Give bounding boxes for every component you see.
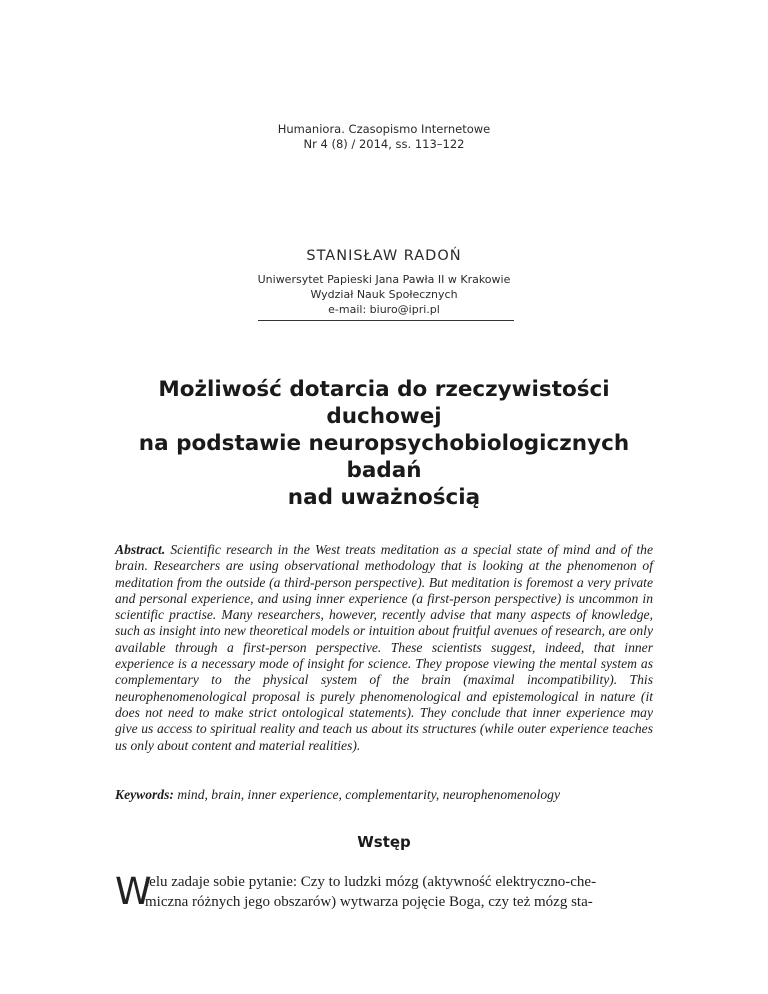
intro-line-1: ielu zadaje sobie pytanie: Czy to ludzki mózg (aktywność elektryczno-che- [145,874,597,890]
section-heading: Wstęp [357,833,411,851]
keywords [115,787,653,803]
intro-line-2: miczna różnych jego obszarów) wytwarza pojęcie Boga, czy też mózg sta- [145,894,593,910]
abstract [115,542,653,754]
article-title [100,376,668,511]
affiliation-university: Uniwersytet Papieski Jana Pawła II w Krakowie [257,273,511,286]
drop-cap: W [115,870,152,913]
keywords-text: mind, brain, inner experience, complementarity, neurophenomenology [177,787,560,802]
author-email: e-mail: biuro@ipri.pl [328,303,440,316]
author-name: STANISŁAW RADOŃ [306,248,462,264]
title-line-3: nad uważnością [287,485,481,510]
journal-header [0,122,768,152]
intro-paragraph [115,872,653,912]
affiliation-divider [258,320,514,321]
keywords-label: Keywords: [115,787,174,802]
title-line-1: Możliwość dotarcia do rzeczywistości duchowej [158,377,610,429]
journal-name: Humaniora. Czasopismo Internetowe [277,122,491,136]
journal-issue: Nr 4 (8) / 2014, ss. 113–122 [303,137,465,151]
abstract-text: Scientific research in the West treats meditation as a special state of mind and of the brain. Researchers are using observational methodology that is looking at the phenomenon of meditation from the outside (a third-person perspective). But meditation is foremost a very private and personal experience, and using inner experience (a first-person perspective) is uncommon in scientific practise. Many researchers, however, recently advise that many aspects of knowledge, such as insight into new theoretical models or intuition about fruitful avenues of research, are only available through a first-person perspective. These scientists suggest, indeed, that inner experience is a necessary mode of insight for science. They propose viewing the mental system as complementary to the physical system of the brain (maximal incompatibility). This neurophenomenological proposal is purely phenomenological and epistemological in nature (it does not need to make strict ontological statements). They conclude that inner experience may give us access to spiritual reality and teach us about its structures (while outer experience teaches us only about content and material realities). [115,542,654,753]
affiliation-faculty: Wydział Nauk Społecznych [310,288,458,301]
abstract-label: Abstract. [115,542,166,557]
author-affiliation [0,272,768,317]
title-line-2: na podstawie neuropsychobiologicznych badań [138,431,630,483]
